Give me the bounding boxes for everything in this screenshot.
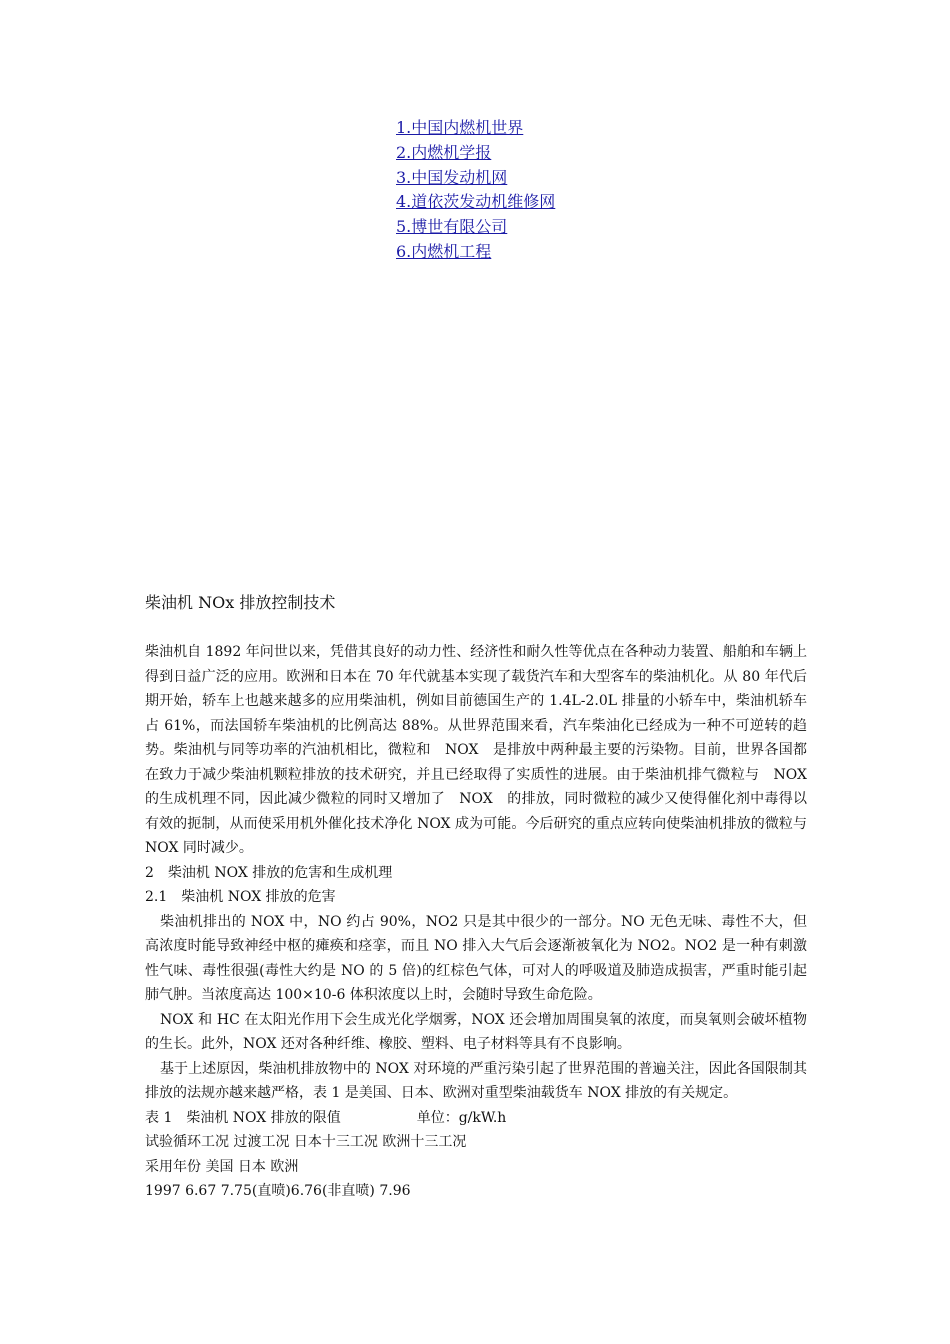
paragraph-photochemical-smog: NOX 和 HC 在太阳光作用下会生成光化学烟雾，NOX 还会增加周围臭氧的浓度，而臭氧则会破坏植物的生长。此外，NOX 还对各种纤维、橡胶、塑料、电子材料等具有不良影响。 bbox=[145, 1011, 807, 1052]
section-heading-2-1: 2.1 柴油机 NOX 排放的危害 bbox=[145, 889, 336, 905]
table-caption-label: 表 1 柴油机 NOX 排放的限值 bbox=[145, 1109, 341, 1126]
paragraph-no-hazards: 柴油机排出的 NOX 中，NO 约占 90%，NO2 只是其中很少的一部分。NO 无色无味、毒性不大，但高浓度时能导致神经中枢的瘫痪和痉挛，而且 NO 排入大气后会逐渐被氧化为 NO2。NO2 是一种有刺激性气味、毒性很强(毒性大约是 NO 的 5 倍)的红棕色气体，可对人的呼吸道及肺造成损害，严重时能引起肺气肿。当浓度高达 100×10-6 体积浓度以上时，会随时导致生命危险。 bbox=[145, 913, 807, 1003]
link-6[interactable]: 6.内燃机工程 bbox=[396, 241, 492, 261]
link-4[interactable]: 4.道依茨发动机维修网 bbox=[396, 192, 556, 212]
link-5[interactable]: 5.博世有限公司 bbox=[396, 217, 508, 237]
link-3[interactable]: 3.中国发动机网 bbox=[396, 167, 508, 187]
intro-paragraph: 柴油机自 1892 年问世以来，凭借其良好的动力性、经济性和耐久性等优点在各种动力装置、船舶和车辆上得到日益广泛的应用。欧洲和日本在 70 年代就基本实现了载货汽车和大型客车的柴油机化。从 80 年代后期开始，轿车上也越来越多的应用柴油机，例如目前德国生产的 1.4L-2.0L 排量的小轿车中，柴油机轿车占 61%，而法国轿车柴油机的比例高达 88%。从世界范围来看，汽车柴油化已经成为一种不可逆转的趋势。柴油机与同等功率的汽油机相比，微粒和 NOX 是排放中两种最主要的污染物。目前，世界各国都在致力于减少柴油机颗粒排放的技术研究，并且已经取得了实质性的进展。由于柴油机排气微粒与 NOX 的生成机理不同，因此减少微粒的同时又增加了 NOX 的排放，同时微粒的减少又使得催化剂中毒得以有效的扼制，从而使采用机外催化技术净化 NOX 成为可能。今后研究的重点应转向使柴油机排放的微粒与 NOX 同时减少。 bbox=[145, 644, 821, 856]
link-list bbox=[396, 116, 555, 265]
table-caption bbox=[145, 1106, 807, 1131]
document-body bbox=[145, 640, 821, 1204]
document-title: 柴油机 NOx 排放控制技术 bbox=[145, 593, 336, 612]
paragraph-regulations: 基于上述原因，柴油机排放物中的 NOX 对环境的严重污染引起了世界范围的普遍关注，因此各国限制其排放的法规亦越来越严格，表 1 是美国、日本、欧洲对重型柴油载货车 NOX 排放的有关规定。 bbox=[145, 1060, 807, 1101]
table-line-years: 采用年份 美国 日本 欧洲 bbox=[145, 1158, 299, 1175]
link-1[interactable]: 1.中国内燃机世界 bbox=[396, 118, 524, 137]
table-line-header: 试验循环工况 过渡工况 日本十三工况 欧洲十三工况 bbox=[145, 1134, 467, 1150]
link-2[interactable]: 2.内燃机学报 bbox=[396, 142, 492, 162]
section-heading-2: 2 柴油机 NOX 排放的危害和生成机理 bbox=[145, 864, 393, 881]
table-caption-unit: 单位：g/kW.h bbox=[416, 1109, 507, 1126]
table-line-1997: 1997 6.67 7.75(直喷)6.76(非直喷) 7.96 bbox=[145, 1183, 411, 1199]
